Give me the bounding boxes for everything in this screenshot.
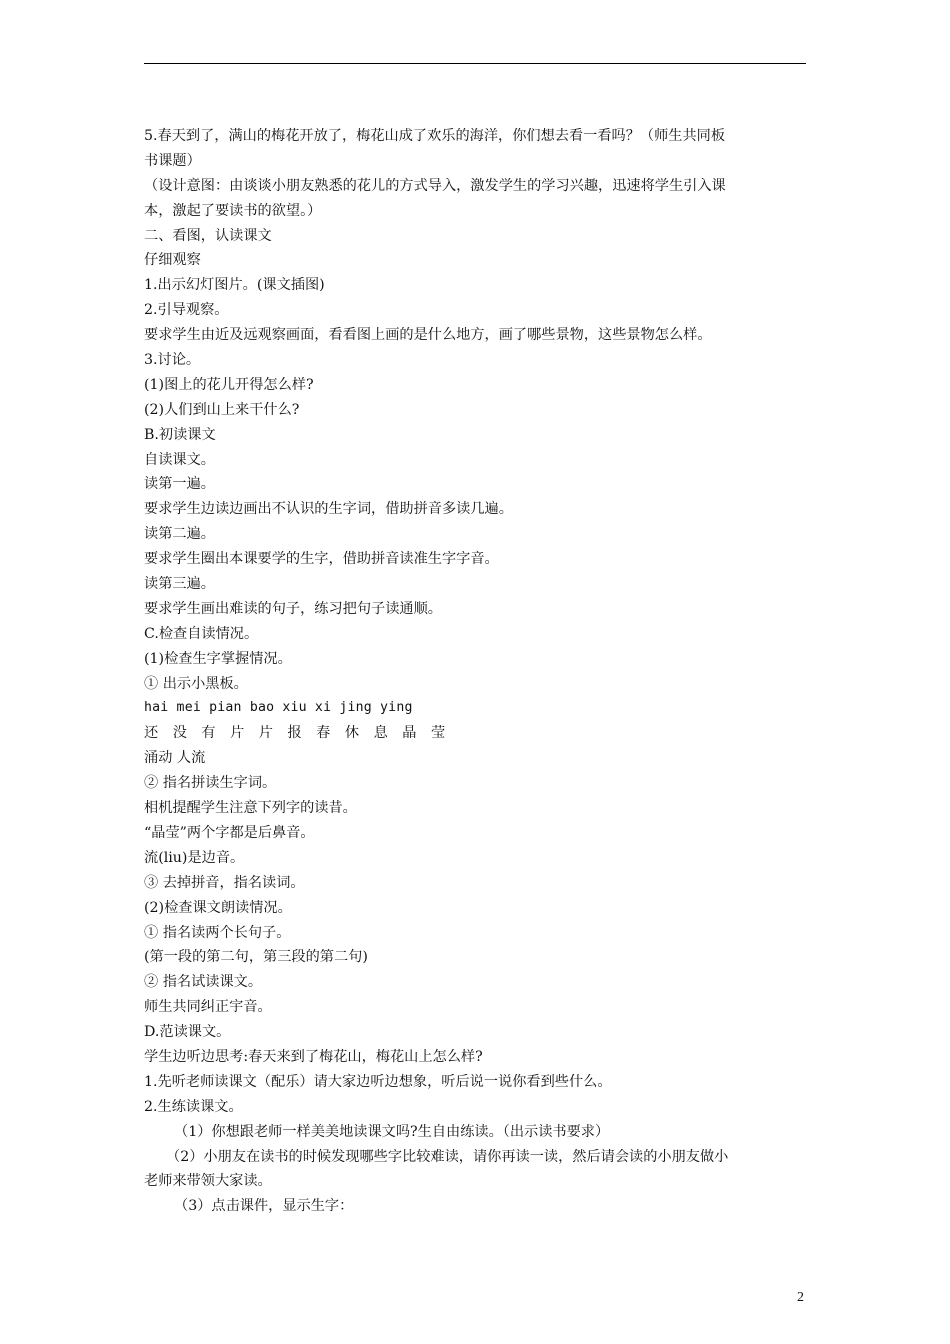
document-body <box>144 124 806 1219</box>
text-line: ② 指名试读课文。 <box>144 974 263 991</box>
text-line: (第一段的第二句，第三段的第二句) <box>144 949 368 966</box>
text-line: (2)人们到山上来干什么? <box>144 401 300 418</box>
text-line: 2.生练读课文。 <box>144 1098 243 1115</box>
text-line: 2.引导观察。 <box>144 302 229 319</box>
text-line: 读第一遍。 <box>144 476 215 493</box>
text-line: 仔细观察 <box>144 252 201 269</box>
text-line: 要求学生画出难读的句子，练习把句子读通顺。 <box>144 600 442 617</box>
text-line: 5.春天到了，满山的梅花开放了，梅花山成了欢乐的海洋，你们想去看一看吗？（师生共同板 <box>144 128 726 144</box>
text-line: 1.出示幻灯图片。(课文插图) <box>144 277 325 294</box>
text-line: 自读课文。 <box>144 451 215 468</box>
section-heading: B.初读课文 <box>144 426 216 443</box>
text-line: 1.先听老师读课文（配乐）请大家边听边想象，听后说一说你看到些什么。 <box>144 1073 612 1090</box>
text-line: 要求学生边读边画出不认识的生字词，借助拼音多读几遍。 <box>144 501 513 518</box>
text-line: 学生边听边思考:春天来到了梅花山，梅花山上怎么样? <box>144 1048 483 1065</box>
text-line: “晶莹”两个字都是后鼻音。 <box>144 824 315 841</box>
text-line: 要求学生由近及远观察画面，看看图上画的是什么地方，画了哪些景物，这些景物怎么样。 <box>144 327 712 344</box>
section-heading: 二、看图，认读课文 <box>144 227 272 244</box>
text-line: （1）你想跟老师一样美美地读课文吗?生自由练读。（出示读书要求） <box>174 1123 610 1140</box>
text-line: (1)图上的花儿开得怎么样? <box>144 376 314 393</box>
text-line: 流(liu)是边音。 <box>144 849 245 866</box>
text-line: （设计意图：由谈谈小朋友熟悉的花儿的方式导入，激发学生的学习兴趣，迅速将学生引入课 <box>144 177 726 194</box>
characters-line: 还 没 有 片 片 报 春 休 息 晶 莹 <box>144 725 451 742</box>
text-line: ① 指名读两个长句子。 <box>144 924 291 941</box>
header-rule <box>144 63 806 64</box>
text-line: 读第二遍。 <box>144 526 215 543</box>
page-number: 2 <box>797 1290 804 1305</box>
text-line: 老师来带领大家读。 <box>144 1173 272 1190</box>
text-line: 本，激起了要读书的欲望。） <box>144 202 322 219</box>
text-line: ① 出示小黑板。 <box>144 675 248 692</box>
text-line: 涌动 人流 <box>144 750 206 767</box>
text-line: (1)检查生字掌握情况。 <box>144 650 292 667</box>
text-line: 要求学生圈出本课要学的生字，借助拼音读准生字字音。 <box>144 551 499 568</box>
text-line: 书课题） <box>144 152 201 169</box>
text-line: ③ 去掉拼音，指名读词。 <box>144 874 305 891</box>
text-line: 读第三遍。 <box>144 576 215 593</box>
text-line: （2）小朋友在读书的时候发现哪些字比较难读，请你再读一读，然后请会读的小朋友做小 <box>166 1148 729 1165</box>
pinyin-line: hai mei pian bao xiu xi jing ying <box>144 700 413 716</box>
section-heading: C.检查自读情况。 <box>144 625 259 642</box>
text-line: （3）点击课件，显示生字： <box>174 1198 354 1215</box>
text-line: 师生共同纠正宇音。 <box>144 999 272 1016</box>
section-heading: D.范读课文。 <box>144 1024 231 1041</box>
text-line: ② 指名拼读生字词。 <box>144 775 277 792</box>
text-line: 3.讨论。 <box>144 352 201 369</box>
text-line: 相机提醒学生注意下列字的读昔。 <box>144 800 357 817</box>
text-line: (2)检查课文朗读情况。 <box>144 899 292 916</box>
